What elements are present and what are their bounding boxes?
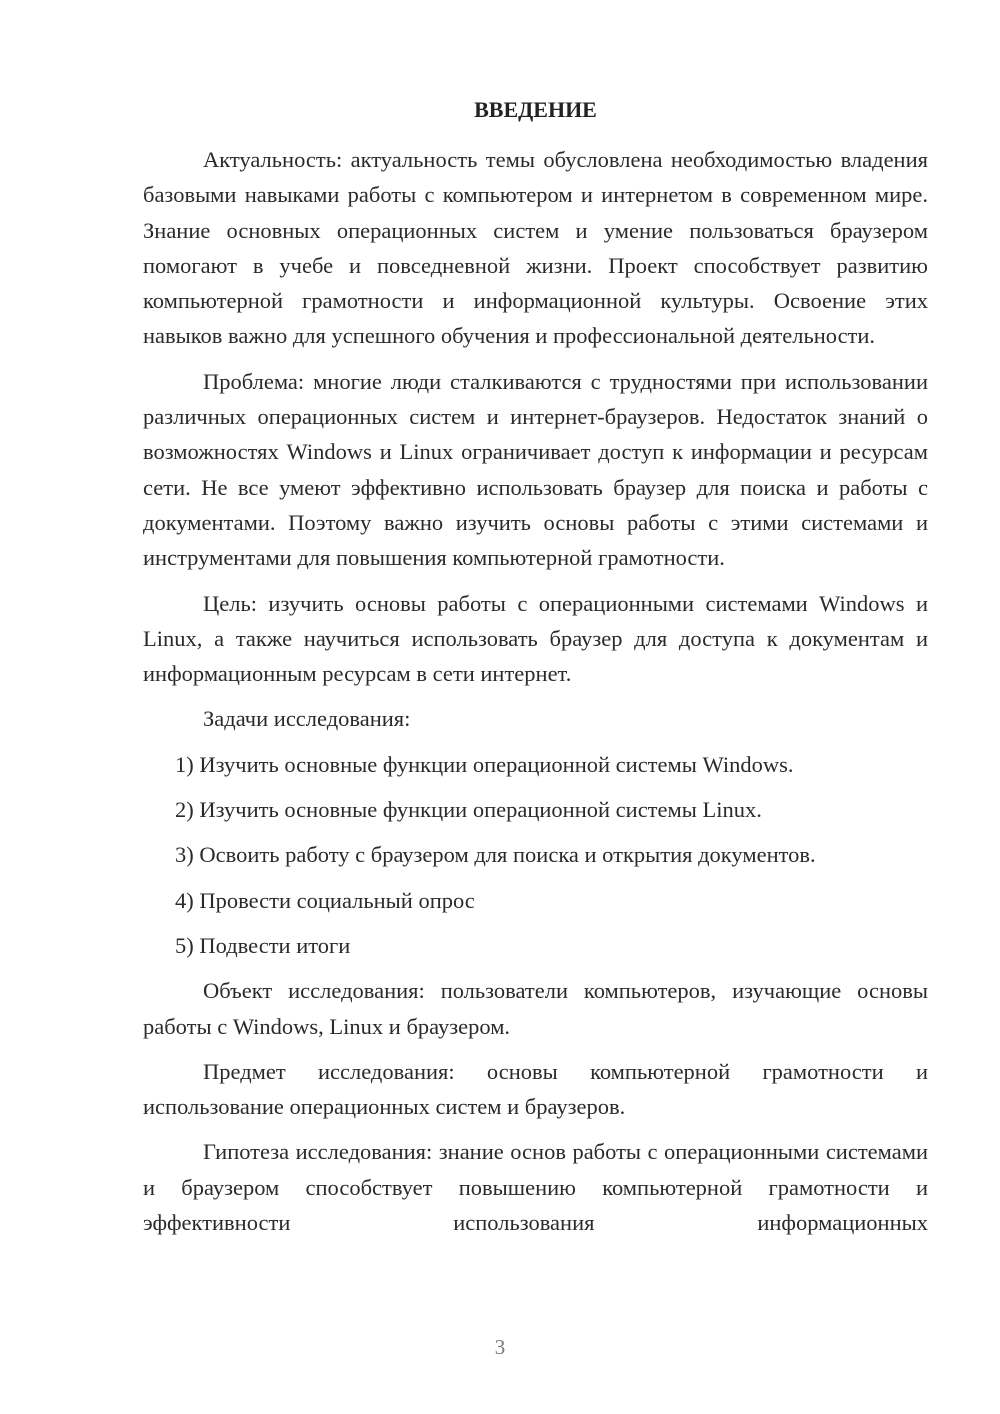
paragraph-subject: Предмет исследования: основы компьютерной грамотности и использование операционных систем и браузеров. — [143, 1058, 928, 1120]
task-item: 5) Подвести итоги — [175, 932, 351, 958]
document-body — [143, 142, 928, 1240]
paragraph-relevance: Актуальность: актуальность темы обусловлена необходимостью владения базовыми навыками работы с компьютером и интернетом в современном мире. Знание основных операционных систем и умение пользоваться браузером помогают в учебе и повседневной жизни. Проект способствует развитию компьютерной грамотности и информационной культуры. Освоение этих навыков важно для успешного обучения и профессиональной деятельности. — [143, 147, 928, 349]
paragraph-object: Объект исследования: пользователи компьютеров, изучающие основы работы с Windows, Linux и браузером. — [143, 978, 928, 1039]
paragraph-goal: Цель: изучить основы работы с операционными системами Windows и Linux, а также научиться использовать браузер для доступа к документам и информационным ресурсам в сети интернет. — [143, 590, 928, 687]
section-heading: ВВЕДЕНИЕ — [474, 97, 597, 122]
paragraph-hypothesis: Гипотеза исследования: знание основ работы с операционными системами и браузером способствует повышению компьютерной грамотности и эффективности использования информационных — [143, 1139, 928, 1236]
task-item: 1) Изучить основные функции операционной системы Windows. — [175, 751, 794, 777]
page-number: 3 — [494, 1335, 506, 1359]
task-item: 3) Освоить работу с браузером для поиска и открытия документов. — [175, 842, 816, 868]
paragraph-problem: Проблема: многие люди сталкиваются с трудностями при использовании различных операционных систем и интернет-браузеров. Недостаток знаний о возможностях Windows и Linux ограничивает доступ к информации и ресурсам сети. Не все умеют эффективно использовать браузер для поиска и работы с документами. Поэтому важно изучить основы работы с этими системами и инструментами для повышения компьютерной грамотности. — [143, 368, 928, 571]
task-item: 4) Провести социальный опрос — [175, 887, 475, 913]
tasks-label: Задачи исследования: — [203, 706, 411, 732]
task-item: 2) Изучить основные функции операционной системы Linux. — [175, 797, 762, 823]
